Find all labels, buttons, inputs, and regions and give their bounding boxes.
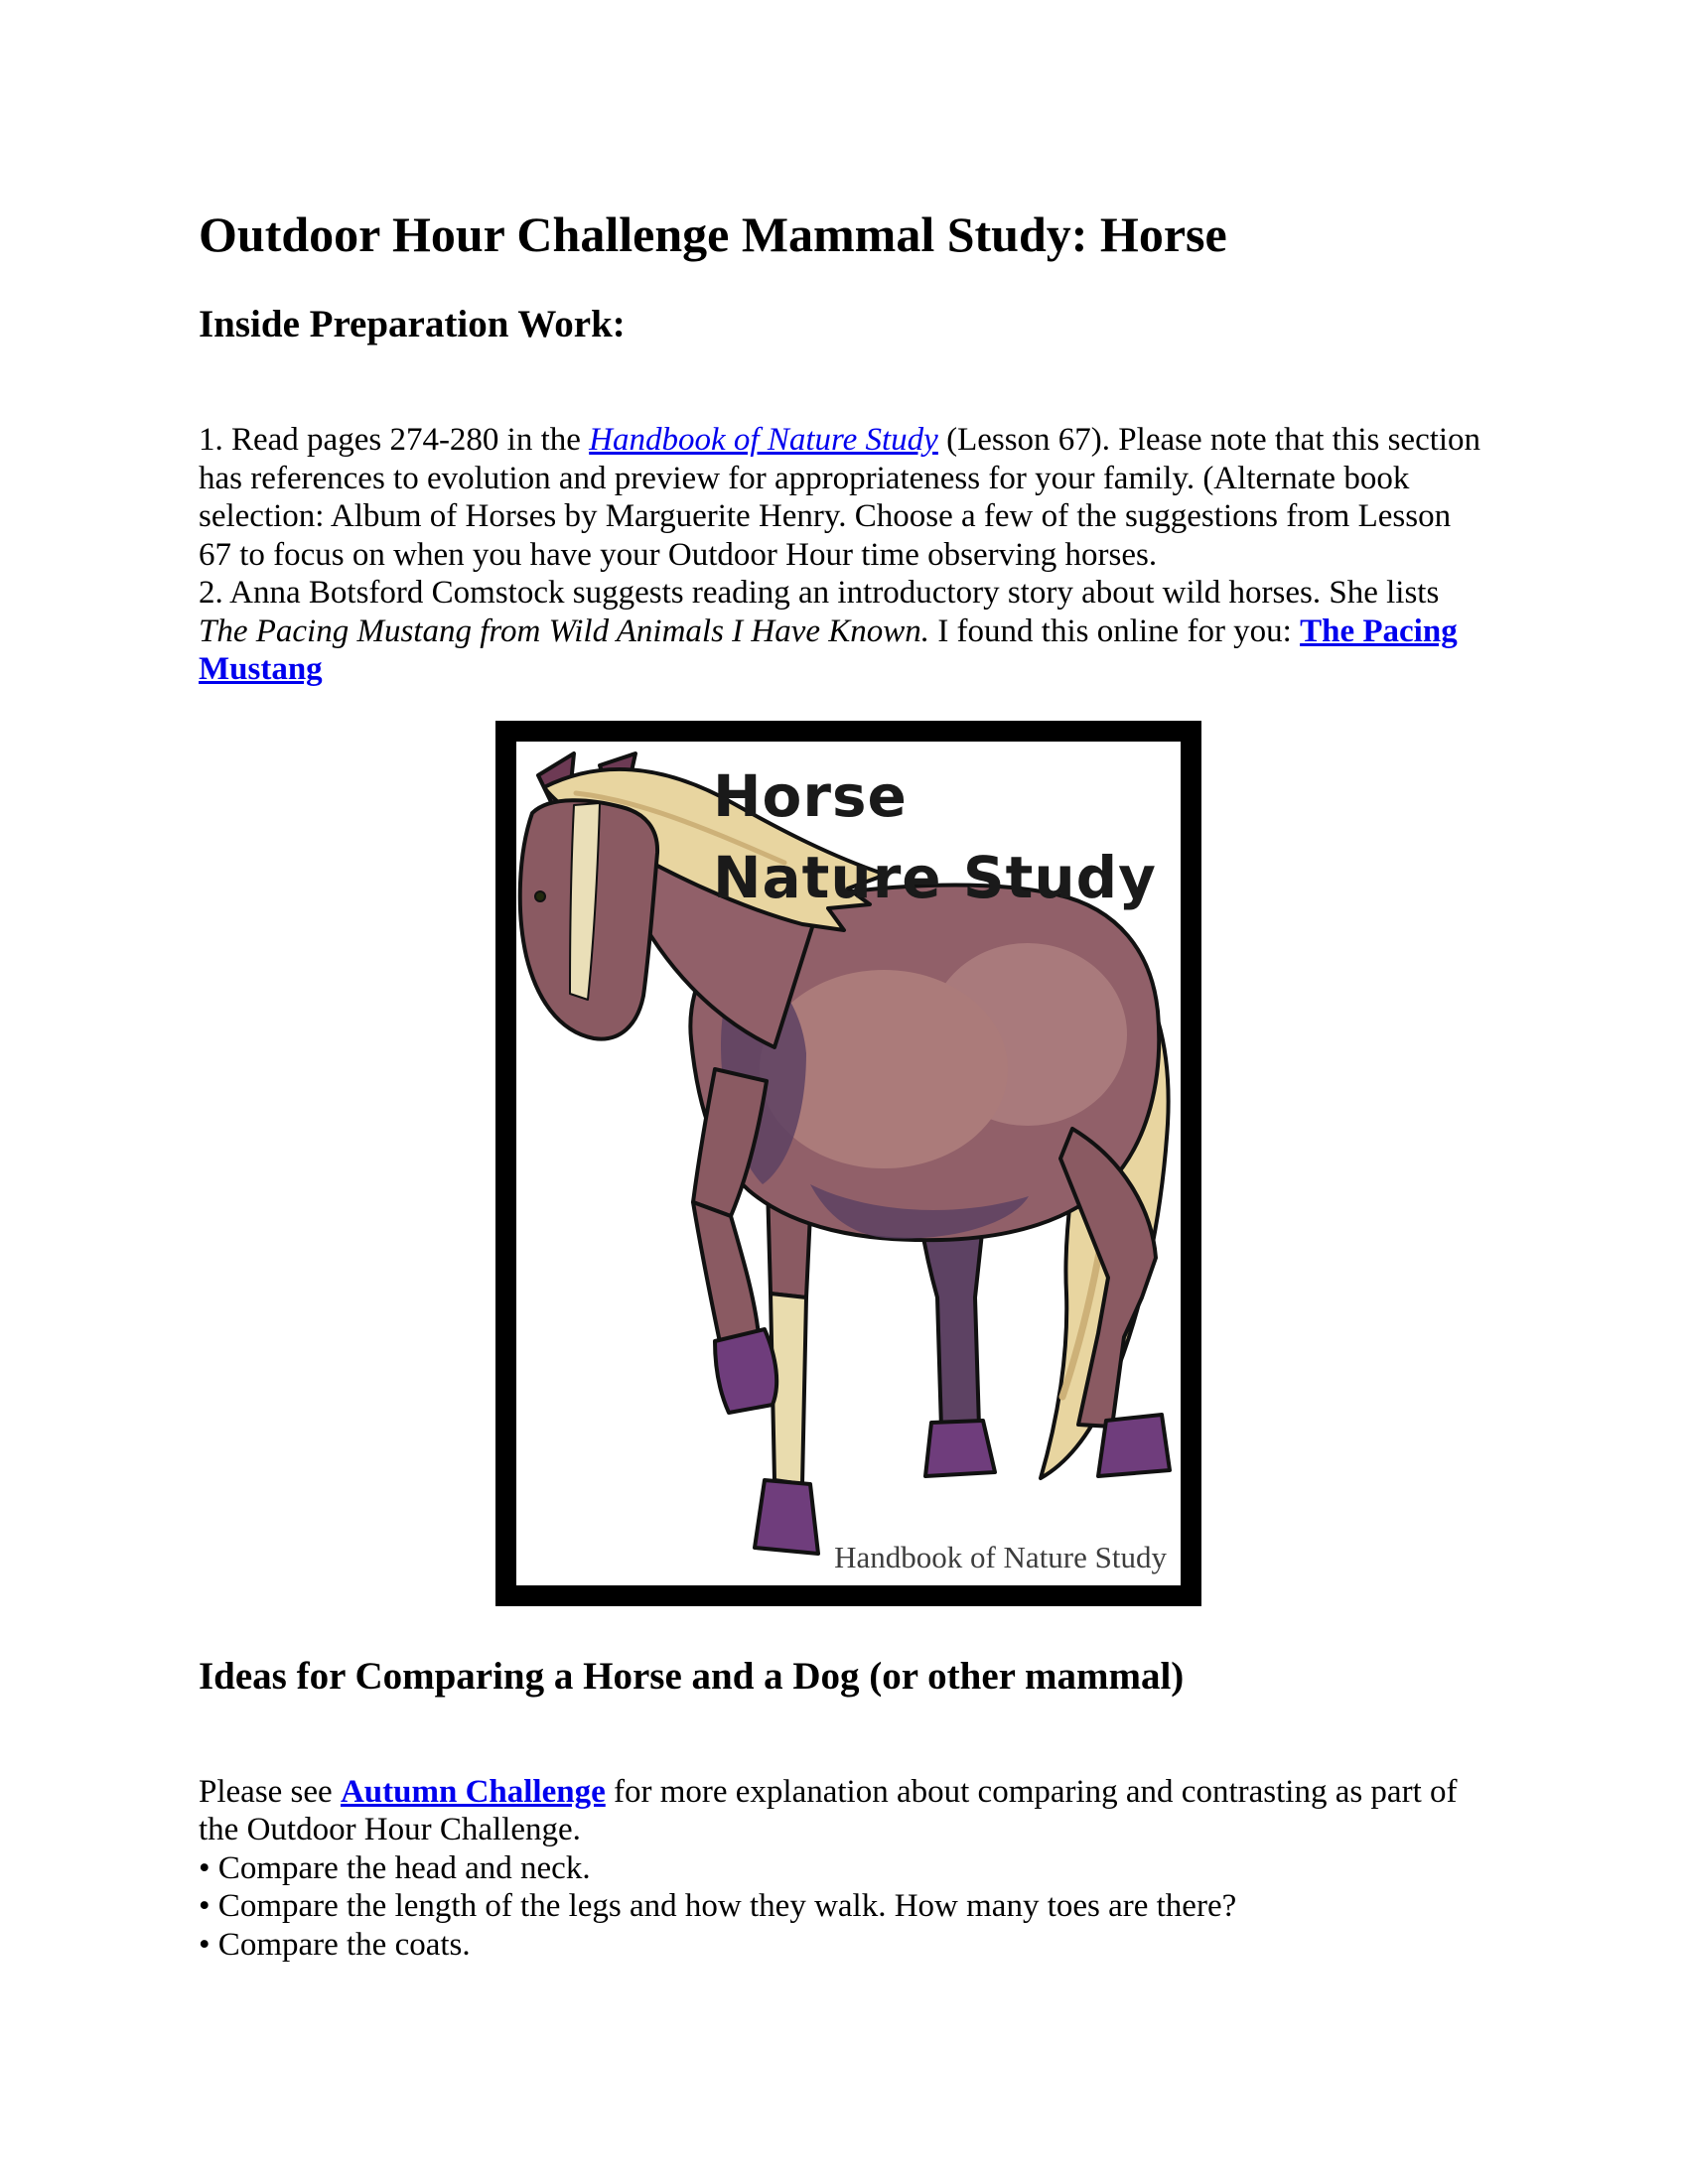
link-autumn-challenge[interactable]: Autumn Challenge — [340, 1773, 606, 1810]
compare-text: Please see — [199, 1773, 341, 1810]
bullet-coats: • Compare the coats. — [199, 1926, 471, 1963]
prep-item1-text-cont: (Lesson 67). Please note that this section has references to evolution and preview for appropriateness for your family. (Alternate book selection: Album of Horses by Marguerite Henry. Choose a few of the suggestions from Lesson 67 to focus on when you have your Outdoor Hour time observing horses. — [199, 422, 1481, 573]
prep-item2-book-title: The Pacing Mustang from Wild Animals I Have Known. — [199, 613, 930, 649]
prep-item2-text: 2. Anna Botsford Comstock suggests reading an introductory story about wild horses. She lists — [199, 575, 1440, 611]
prep-heading: Inside Preparation Work: — [199, 303, 626, 345]
figure-title-line1: Horse — [713, 761, 908, 830]
figure-title-line2: Nature Study — [713, 843, 1157, 911]
document-content — [199, 206, 1489, 1964]
bullet-head-neck: • Compare the head and neck. — [199, 1849, 591, 1886]
prep-item2-text-cont: I found this online for you: — [929, 613, 1301, 649]
compare-paragraph — [199, 1773, 1489, 1965]
horse-eye — [535, 891, 545, 901]
horse-rear-near-hoof — [1098, 1415, 1170, 1476]
compare-text-cont: for more explanation about comparing and contrasting as part of the Outdoor Hour Challenge. — [199, 1773, 1458, 1847]
horse-front-near-hoof — [715, 1329, 776, 1413]
link-handbook-of-nature-study[interactable]: Handbook of Nature Study — [589, 422, 938, 458]
horse-front-near-leg-lower — [693, 1202, 759, 1347]
horse-rear-far-hoof — [925, 1421, 995, 1476]
bullet-legs-walk: • Compare the length of the legs and how they walk. How many toes are there? — [199, 1888, 1237, 1924]
prep-item1-text: 1. Read pages 274-280 in the — [199, 422, 590, 458]
horse-nature-study-image — [495, 721, 1201, 1606]
page-title: Outdoor Hour Challenge Mammal Study: Horse — [199, 206, 1227, 262]
figure-caption: Handbook of Nature Study — [834, 1539, 1167, 1574]
figure-title — [713, 755, 1157, 918]
horse-front-far-hoof — [755, 1480, 818, 1554]
prep-paragraph — [199, 421, 1489, 689]
link-the-pacing-mustang[interactable]: The Pacing Mustang — [199, 613, 1458, 687]
compare-heading: Ideas for Comparing a Horse and a Dog (or other mammal) — [199, 1654, 1185, 1698]
